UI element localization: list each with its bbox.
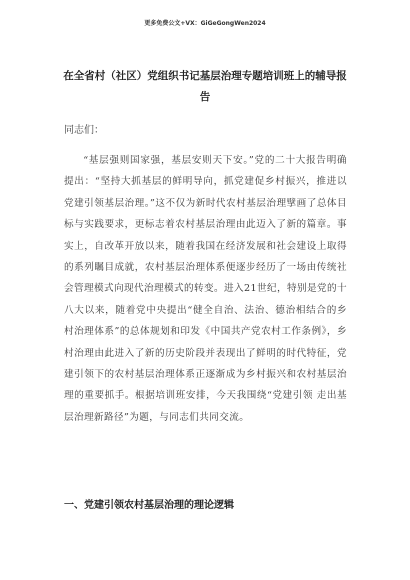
salutation: 同志们： — [64, 125, 104, 136]
header-note: 更多免费公文+VX：GiGeGongWen2024 — [144, 20, 266, 27]
body-paragraph: “基层强则国家强，基层安则天下安。”党的二十大报告明确提出：“坚持大抓基层的鲜明导向，抓党建促乡村振兴，推进以党建引领基层治理。”这不仅为新时代农村基层治理擘画了总体目标与实践要求，更标志着农村基层治理由此迈入了新的篇章。事实上，自改革开放以来，随着我国在经济发展和社会建设上取得的系列瞩目成就，农村基层治理体系便逐步经历了一场由传统社会管理模式向现代治理模式的转变。进入21世纪，特别是党的十八大以来，随着党中央提出“健全自治、法治、德治相结合的乡村治理体系”的总体规划和印发《中国共产党农村工作条例》，乡村治理由此进入了新的历史阶段并表现出了鲜明的时代特征，党建引领下的农村基层治理体系正逐渐成为乡村振兴和农村基层治理的重要抓手。根据培训班安排，今天我围绕“党建引领 走出基层治理新路径”为题，与同志们共同交流。 — [64, 155, 347, 423]
section-heading: 一、党建引领农村基层治理的理论逻辑 — [64, 500, 234, 511]
document-title: 在全省村（社区）党组织书记基层治理专题培训班上的辅导报告 — [63, 70, 347, 103]
